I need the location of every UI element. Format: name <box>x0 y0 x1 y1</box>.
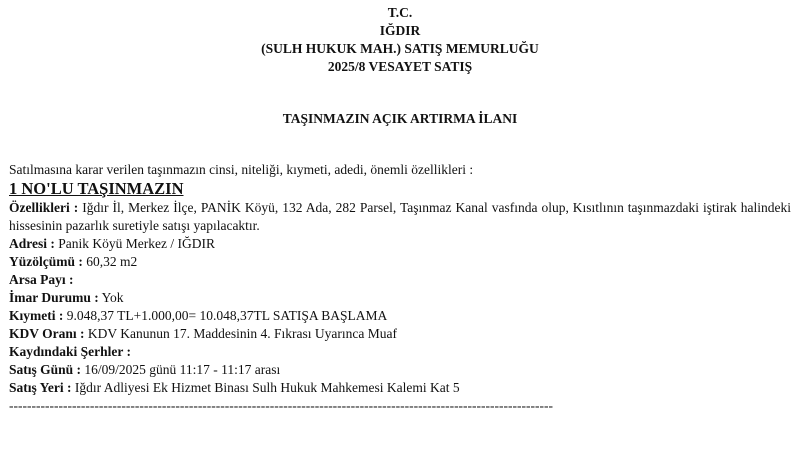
field-vat-rate <box>9 325 791 343</box>
dashed-separator: ------------------------------------------------------------------------------------------------------------------------- <box>9 398 553 413</box>
field-features <box>9 199 791 235</box>
field-label: Satış Yeri : <box>9 380 72 395</box>
field-land-share <box>9 271 791 289</box>
field-label: Kıymeti : <box>9 308 64 323</box>
header-line-case: 2025/8 VESAYET SATIŞ <box>327 59 473 74</box>
field-annotations <box>9 343 791 361</box>
field-label: Satış Günü : <box>9 362 82 377</box>
field-value: KDV Kanunun 17. Maddesinin 4. Fıkrası Uyarınca Muaf <box>87 326 397 341</box>
intro-text: Satılmasına karar verilen taşınmazın cinsi, niteliği, kıymeti, adedi, önemli özellikleri : <box>9 162 474 177</box>
announcement-title: TAŞINMAZIN AÇIK ARTIRMA İLANI <box>282 111 518 126</box>
document-header <box>0 4 800 76</box>
header-line-office: (SULH HUKUK MAH.) SATIŞ MEMURLUĞU <box>261 41 539 56</box>
field-value: 9.048,37 TL+1.000,00= 10.048,37TL SATIŞA BAŞLAMA <box>66 308 388 323</box>
field-label: Kaydındaki Şerhler : <box>9 344 132 359</box>
field-address <box>9 235 791 253</box>
field-value-appraisal <box>9 307 791 325</box>
field-sale-date <box>9 361 791 379</box>
field-value: Panik Köyü Merkez / IĞDIR <box>58 236 215 251</box>
field-sale-place <box>9 379 791 397</box>
field-label: KDV Oranı : <box>9 326 85 341</box>
field-zoning <box>9 289 791 307</box>
field-label: Arsa Payı : <box>9 272 74 287</box>
document-body <box>9 161 791 415</box>
field-value: 16/09/2025 günü 11:17 - 11:17 arası <box>84 362 281 377</box>
field-label: Adresi : <box>9 236 55 251</box>
header-line-city: IĞDIR <box>379 23 421 38</box>
property-heading: 1 NO'LU TAŞINMAZIN <box>9 179 184 198</box>
header-line-tc: T.C. <box>387 5 413 20</box>
field-value: Iğdır Adliyesi Ek Hizmet Binası Sulh Hukuk Mahkemesi Kalemi Kat 5 <box>74 380 460 395</box>
field-label: Yüzölçümü : <box>9 254 83 269</box>
field-label: İmar Durumu : <box>9 290 99 305</box>
field-label: Özellikleri : <box>9 200 79 215</box>
field-value: 60,32 m2 <box>86 254 138 269</box>
field-value: Yok <box>101 290 124 305</box>
field-value: Iğdır İl, Merkez İlçe, PANİK Köyü, 132 Ada, 282 Parsel, Taşınmaz Kanal vasfında olup, Kısıtlının taşınmazdaki iştirak halindeki hissesinin pazarlık suretiyle satışı yapılacaktır. <box>9 200 791 233</box>
field-area <box>9 253 791 271</box>
